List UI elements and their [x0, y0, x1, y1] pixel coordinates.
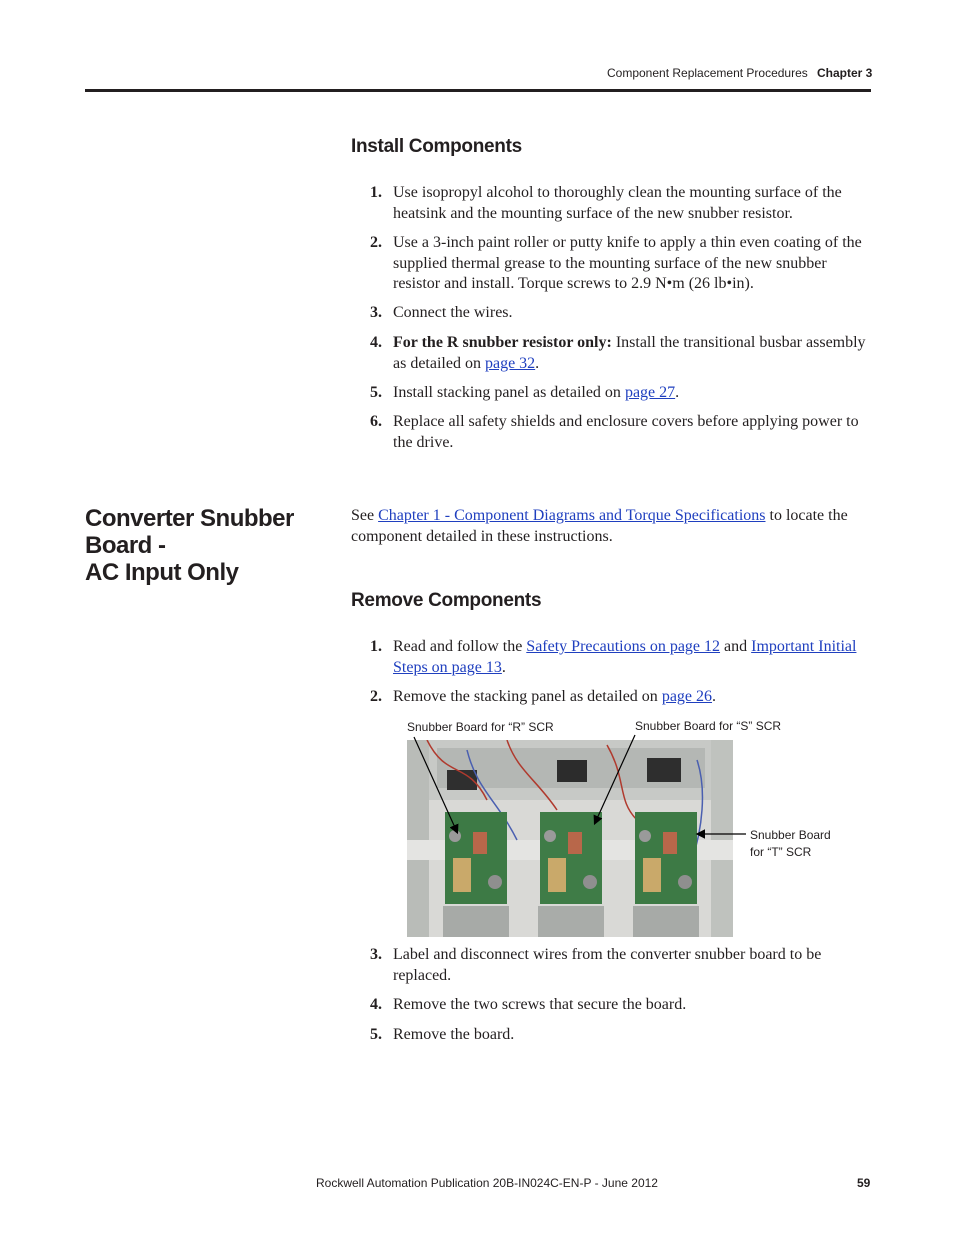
running-header-section: Component Replacement Procedures [607, 66, 808, 80]
page-27-link[interactable]: page 27 [624, 384, 676, 401]
section-title-line: AC Input Only [85, 559, 239, 586]
intro-text: See [351, 507, 379, 524]
remove-step-3 [370, 945, 870, 986]
step-text-part: . [535, 354, 540, 372]
step-bold-lead: For the R snubber resistor only: [393, 334, 612, 351]
step-text-part: Install stacking panel as detailed on [393, 384, 625, 401]
label-t-line: Snubber Board [750, 828, 831, 842]
remove-step-4 [370, 995, 870, 1016]
step-number: 3. [370, 304, 382, 321]
label-s-scr: Snubber Board for “S” SCR [635, 719, 782, 733]
step-text-part: Install the transitional busbar assembly as detailed on [393, 334, 866, 372]
step-number: 2. [370, 688, 382, 705]
page-32-link[interactable]: page 32 [484, 354, 536, 372]
step-number: 4. [370, 996, 382, 1013]
page-26-link[interactable]: page 26 [661, 688, 713, 705]
step-text: Remove the two screws that secure the board. [393, 996, 687, 1013]
step-number: 4. [370, 334, 382, 351]
step-number: 1. [370, 638, 382, 655]
arrow-s [595, 735, 635, 823]
safety-precautions-link[interactable]: Safety Precautions on page 12 [526, 638, 721, 655]
step-text: Use a 3-inch paint roller or putty knife to apply a thin even coating of the supplied thermal grease to the mounting surface of the new snubber resistor and install. Torque screws to 2.9 N•m (26 lb•in). [393, 234, 862, 292]
label-r-scr: Snubber Board for “R” SCR [407, 720, 554, 734]
step-number: 2. [370, 234, 382, 251]
step-number: 3. [370, 946, 382, 963]
step-text-part: Read and follow the [393, 638, 527, 655]
step-number: 5. [370, 384, 382, 401]
label-t-line: for “T” SCR [750, 845, 812, 859]
chapter-1-link[interactable]: Chapter 1 - Component Diagrams and Torque Specifications [378, 507, 766, 524]
step-text: Connect the wires. [393, 304, 513, 321]
step-text-part: and [720, 638, 752, 655]
page-number: 59 [857, 1176, 871, 1190]
remove-step-5 [370, 1025, 870, 1046]
step-text-part: Remove the stacking panel as detailed on [393, 688, 662, 705]
footer-publication: Rockwell Automation Publication 20B-IN024C-EN-P - June 2012 [316, 1176, 658, 1190]
step-number: 1. [370, 184, 382, 201]
important-initial-steps-link[interactable]: Important Initial Steps on page 13 [393, 638, 857, 676]
step-text: Label and disconnect wires from the converter snubber board to be replaced. [393, 946, 822, 984]
remove-heading: Remove Components [351, 590, 542, 611]
step-text-part: . [501, 658, 506, 676]
step-text-part: . [712, 688, 717, 705]
step-number: 5. [370, 1026, 382, 1043]
step-text-part: . [675, 384, 680, 401]
intro-text: to locate the component detailed in these instructions. [351, 507, 848, 545]
step-number: 6. [370, 413, 382, 430]
install-heading: Install Components [351, 136, 522, 157]
section-title-line: Converter Snubber Board - [85, 505, 294, 559]
running-header-chapter: Chapter 3 [817, 66, 873, 80]
step-text: Replace all safety shields and enclosure covers before applying power to the drive. [393, 413, 859, 451]
arrow-r [414, 737, 457, 832]
step-text: Remove the board. [393, 1026, 515, 1043]
step-text: Use isopropyl alcohol to thoroughly clean the mounting surface of the heatsink and the mounting surface of the new snubber resistor. [393, 184, 842, 222]
